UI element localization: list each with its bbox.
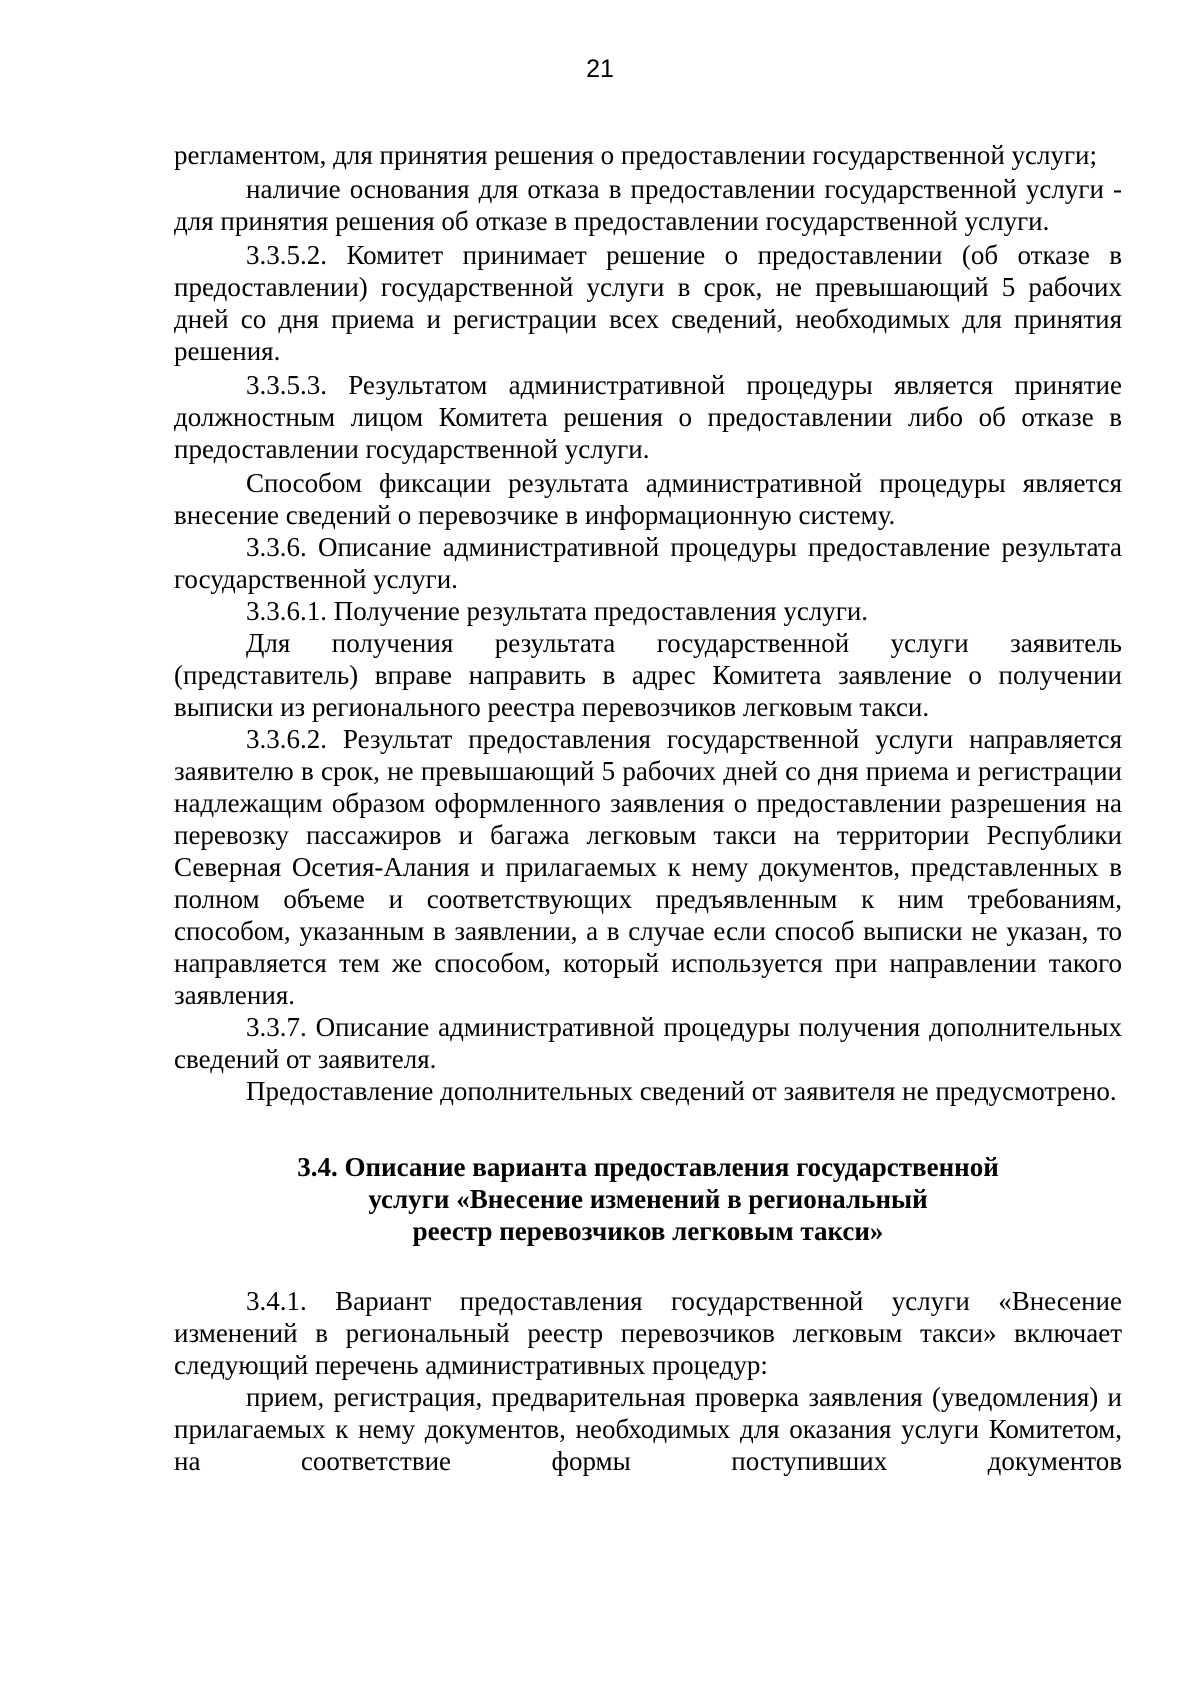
paragraph-reglament: регламентом, для принятия решения о предоставлении государственной услуги; <box>174 140 1098 170</box>
paragraph-refusal-basis: наличие основания для отказа в предоставлении государственной услуги - для принятия решения об отказе в предоставлении государственной услуги. <box>174 174 1122 236</box>
paragraph-3-3-6-2: 3.3.6.2. Результат предоставления государственной услуги направляется заявителю в срок, не превышающий 5 рабочих дней со дня приема и регистрации надлежащим образом оформленного заявления о предоставлении разрешения на перевозку пассажиров и багажа легковым такси на территории Республики Северная Осетия-Алания и прилагаемых к нему документов, представленных в полном объеме и соответствующих предъявленным к ним требованиям, способом, указанным в заявлении, а в случае если способ выписки не указан, то направляется тем же способом, который используется при направлении такого заявления. <box>174 724 1122 1010</box>
paragraph-result-request: Для получения результата государственной услуги заявитель (представитель) вправе направить в адрес Комитета заявление о получении выписки из регионального реестра перевозчиков легковым такси. <box>174 628 1122 722</box>
heading-line-1: 3.4. Описание варианта предоставления государственной <box>297 1152 999 1182</box>
paragraph-fixation-method: Способом фиксации результата административной процедуры является внесение сведений о перевозчике в информационную систему. <box>174 468 1122 530</box>
paragraph-additional-info: Предоставление дополнительных сведений от заявителя не предусмотрено. <box>246 1076 1117 1106</box>
heading-line-3: реестр перевозчиков легковым такси» <box>412 1216 884 1246</box>
paragraph-3-3-5-2: 3.3.5.2. Комитет принимает решение о предоставлении (об отказе в предоставлении) государственной услуги в срок, не превышающий 5 рабочих дней со дня приема и регистрации всех сведений, необходимых для принятия решения. <box>174 240 1122 366</box>
paragraph-3-3-7: 3.3.7. Описание административной процедуры получения дополнительных сведений от заявителя. <box>174 1012 1122 1074</box>
page-number: 21 <box>586 55 614 83</box>
paragraph-3-3-5-3: 3.3.5.3. Результатом административной процедуры является принятие должностным лицом Комитета решения о предоставлении либо об отказе в предоставлении государственной услуги. <box>174 370 1122 464</box>
paragraph-3-4-1: 3.4.1. Вариант предоставления государственной услуги «Внесение изменений в региональный реестр перевозчиков легковым такси» включает следующий перечень административных процедур: <box>174 1286 1122 1380</box>
heading-line-2: услуги «Внесение изменений в региональный <box>368 1184 928 1214</box>
section-heading-3-4 <box>174 1151 1122 1247</box>
paragraph-procedures-list: прием, регистрация, предварительная проверка заявления (уведомления) и прилагаемых к нему документов, необходимых для оказания услуги Комитетом, на соответствие формы поступивших документов <box>174 1382 1122 1476</box>
document-body <box>174 139 1122 1477</box>
paragraph-3-3-6-1: 3.3.6.1. Получение результата предоставления услуги. <box>246 596 869 626</box>
paragraph-3-3-6: 3.3.6. Описание административной процедуры предоставление результата государственной услуги. <box>174 532 1122 594</box>
